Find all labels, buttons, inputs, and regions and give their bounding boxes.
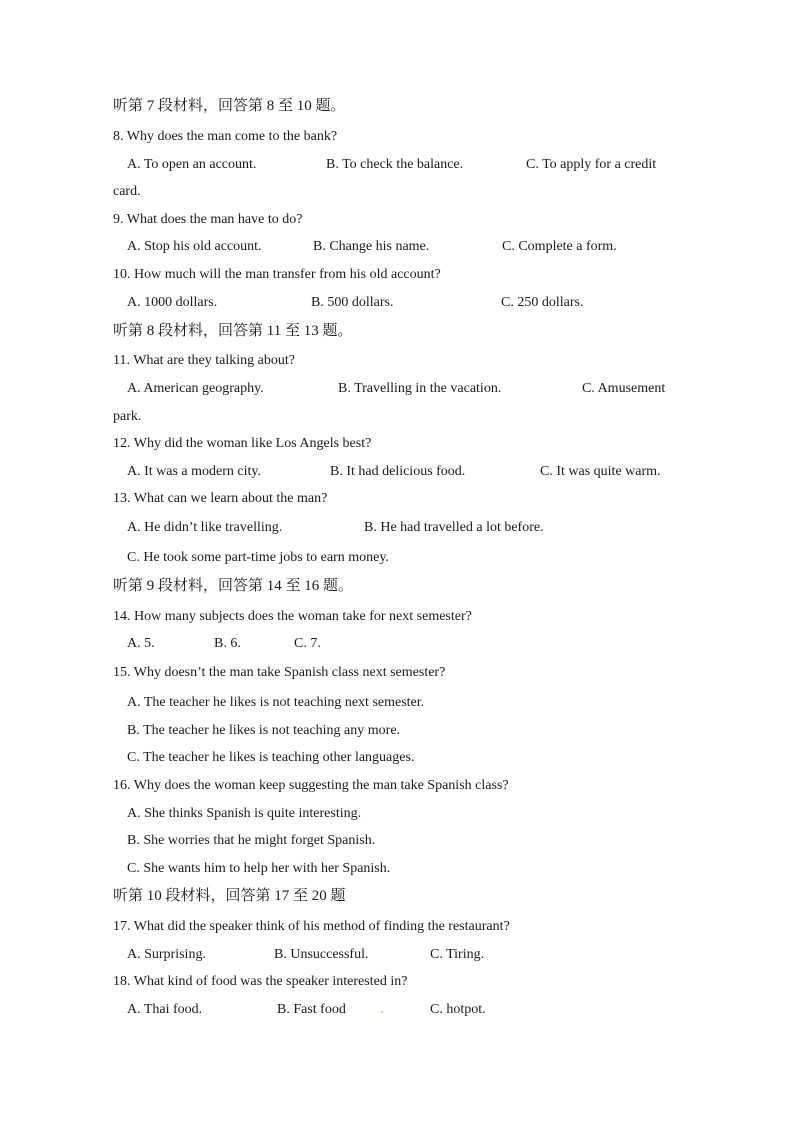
q15-option-b: B. The teacher he likes is not teaching any more. [127, 723, 401, 738]
section-header-7: 听第 7 段材料，回答第 8 至 10 题。 [113, 98, 346, 114]
section-header-8: 听第 8 段材料，回答第 11 至 13 题。 [113, 323, 353, 339]
q8-option-a: A. To open an account. [127, 157, 257, 172]
question-14: 14. How many subjects does the woman take for next semester? [113, 609, 472, 624]
q12-option-a: A. It was a modern city. [127, 464, 261, 479]
section-header-9: 听第 9 段材料，回答第 14 至 16 题。 [113, 578, 354, 594]
q11-option-c: C. Amusement [582, 381, 666, 396]
q11-option-c-wrap: park. [113, 409, 142, 424]
q9-option-b: B. Change his name. [313, 239, 430, 254]
q17-option-c: C. Tiring. [430, 947, 485, 962]
q8-option-c-wrap: card. [113, 184, 141, 199]
q14-option-c: C. 7. [294, 636, 321, 651]
q11-option-b: B. Travelling in the vacation. [338, 381, 502, 396]
question-13: 13. What can we learn about the man? [113, 491, 328, 506]
question-9: 9. What does the man have to do? [113, 212, 303, 227]
question-18: 18. What kind of food was the speaker interested in? [113, 974, 408, 989]
q9-option-c: C. Complete a form. [502, 239, 617, 254]
q11-option-a: A. American geography. [127, 381, 264, 396]
question-17: 17. What did the speaker think of his method of finding the restaurant? [113, 919, 510, 934]
q13-option-b: B. He had travelled a lot before. [364, 520, 544, 535]
q15-option-a: A. The teacher he likes is not teaching next semester. [127, 695, 425, 710]
q13-option-c: C. He took some part-time jobs to earn money. [127, 550, 389, 565]
q12-option-b: B. It had delicious food. [330, 464, 466, 479]
q18-option-a: A. Thai food. [127, 1002, 203, 1017]
q8-option-b: B. To check the balance. [326, 157, 464, 172]
q10-option-a: A. 1000 dollars. [127, 295, 218, 310]
q9-option-a: A. Stop his old account. [127, 239, 262, 254]
question-16: 16. Why does the woman keep suggesting the man take Spanish class? [113, 778, 509, 793]
q17-option-a: A. Surprising. [127, 947, 206, 962]
question-15: 15. Why doesn’t the man take Spanish class next semester? [113, 665, 446, 680]
question-11: 11. What are they talking about? [113, 353, 295, 368]
q17-option-b: B. Unsuccessful. [274, 947, 369, 962]
q10-option-c: C. 250 dollars. [501, 295, 584, 310]
q18-option-c: C. hotpot. [430, 1002, 486, 1017]
q14-option-b: B. 6. [214, 636, 241, 651]
section-header-10: 听第 10 段材料，回答第 17 至 20 题 [113, 888, 346, 904]
question-10: 10. How much will the man transfer from his old account? [113, 267, 441, 282]
q12-option-c: C. It was quite warm. [540, 464, 661, 479]
q16-option-b: B. She worries that he might forget Spanish. [127, 833, 376, 848]
q10-option-b: B. 500 dollars. [311, 295, 394, 310]
q18-option-b: B. Fast food [277, 1002, 346, 1017]
question-12: 12. Why did the woman like Los Angels best? [113, 436, 372, 451]
q16-option-c: C. She wants him to help her with her Spanish. [127, 861, 391, 876]
q14-option-a: A. 5. [127, 636, 155, 651]
q8-option-c: C. To apply for a credit [526, 157, 657, 172]
q15-option-c: C. The teacher he likes is teaching other languages. [127, 750, 415, 765]
question-8: 8. Why does the man come to the bank? [113, 129, 338, 144]
q13-option-a: A. He didn’t like travelling. [127, 520, 283, 535]
q18-stray-period: . [380, 1002, 384, 1017]
q16-option-a: A. She thinks Spanish is quite interesting. [127, 806, 362, 821]
